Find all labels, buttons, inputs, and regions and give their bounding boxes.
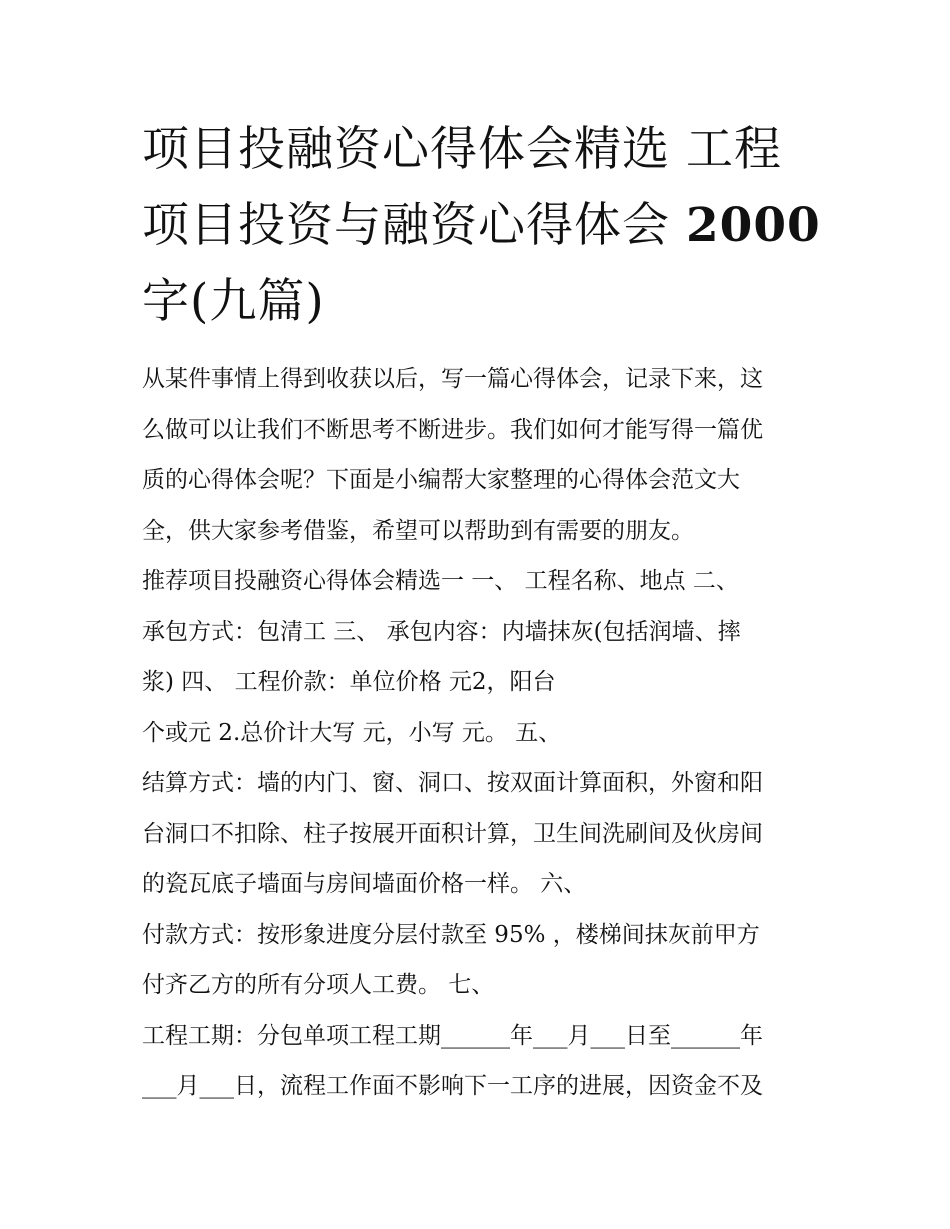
body-line: 付款方式：按形象进度分层付款至 95% ，楼梯间抹灰前甲方: [142, 921, 760, 948]
body-line: ___月___日，流程工作面不影响下一工序的进展，因资金不及: [142, 1073, 763, 1099]
body-line: 台洞口不扣除、柱子按展开面积计算，卫生间洗刷间及伙房间: [142, 820, 763, 847]
body-line: 承包方式：包清工 三、 承包内容：内墙抹灰(包括润墙、摔: [142, 618, 741, 645]
body-line: 全，供大家参考借鉴，希望可以帮助到有需要的朋友。: [142, 517, 694, 544]
body-line: 浆) 四、 工程价款：单位价格 元2，阳台: [142, 669, 556, 695]
body-line: 从某件事情上得到收获以后，写一篇心得体会，记录下来，这: [142, 366, 763, 392]
body-line: 付齐乙方的所有分项人工费。 七、: [142, 972, 495, 998]
body-line: 结算方式：墙的内门、窗、洞口、按双面计算面积，外窗和阳: [142, 770, 763, 796]
title-line-1: 项目投融资心得体会精选 工程: [142, 122, 782, 177]
title-number: 2000: [685, 198, 821, 253]
title-line-2: [142, 188, 822, 264]
document-body: [142, 354, 822, 1112]
body-line: 质的心得体会呢？下面是小编帮大家整理的心得体会范文大: [142, 467, 740, 493]
body-line: 推荐项目投融资心得体会精选一 一、 工程名称、地点 二、: [142, 568, 739, 594]
body-line: 么做可以让我们不断思考不断进步。我们如何才能写得一篇优: [142, 416, 763, 443]
document-page: [142, 112, 822, 1112]
title-line-2-text: 项目投资与融资心得体会: [142, 198, 686, 253]
body-line: 个或元 2.总价计大写 元，小写 元。 五、: [142, 719, 562, 746]
body-line: 工程工期：分包单项工程工期______年___月___日至______年: [142, 1022, 763, 1049]
body-line: 的瓷瓦底子墙面与房间墙面价格一样。 六、: [142, 871, 587, 897]
document-title: [142, 112, 822, 340]
title-line-3: 字(九篇): [142, 274, 325, 329]
